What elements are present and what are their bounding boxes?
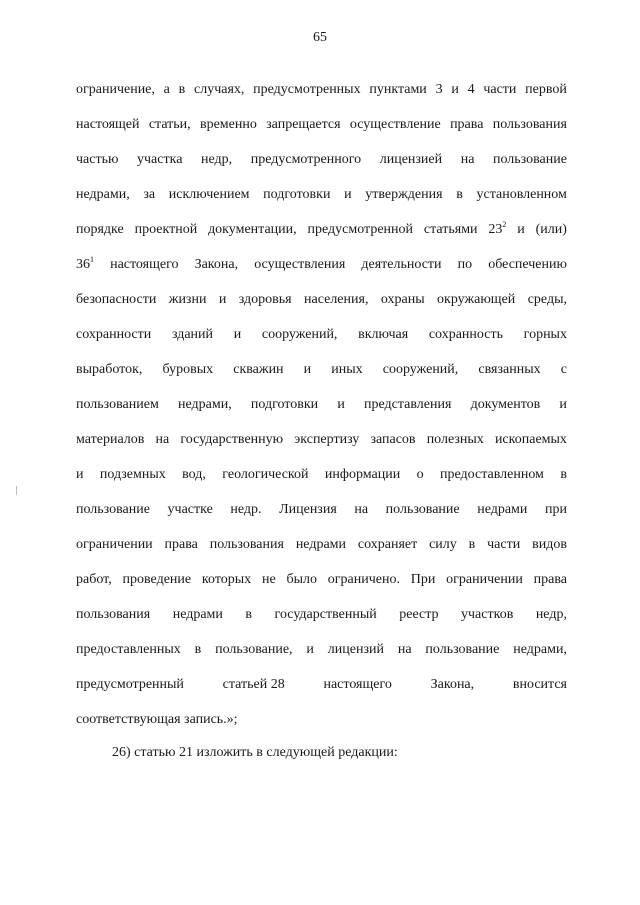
word: (или) — [535, 222, 567, 237]
word: при — [545, 502, 567, 517]
text-line — [76, 150, 567, 170]
word: работ, — [76, 572, 112, 587]
word: недр. — [230, 502, 262, 517]
word: частью — [76, 152, 119, 167]
word: проведение — [122, 572, 192, 587]
word: зданий — [171, 327, 214, 342]
word: недр, — [200, 152, 233, 167]
word: статьями — [423, 222, 478, 237]
word: сохраняет — [357, 537, 418, 552]
text-line — [76, 395, 567, 415]
word: настоящей — [76, 117, 140, 132]
word: здоровья — [238, 292, 292, 307]
word: на — [155, 432, 170, 447]
word: пользования — [492, 117, 567, 132]
word: недрами — [172, 607, 223, 622]
word: ограничении — [76, 537, 153, 552]
word: материалов — [76, 432, 145, 447]
word: не — [261, 572, 276, 587]
text-line — [76, 570, 567, 590]
word: с — [560, 362, 567, 377]
word: исключением — [168, 187, 250, 202]
word: представления — [364, 397, 452, 412]
word: пользование, — [215, 642, 293, 657]
text-line — [76, 640, 567, 660]
word: случаях, — [194, 82, 245, 97]
word: и — [233, 327, 242, 342]
word: установленном — [476, 187, 567, 202]
word: реестр — [399, 607, 439, 622]
word: иных — [331, 362, 363, 377]
word: документов — [470, 397, 541, 412]
word: пользование — [385, 502, 460, 517]
text-line — [76, 465, 567, 485]
word: лицензий — [327, 642, 384, 657]
word: вносится — [512, 677, 567, 692]
word: обеспечению — [488, 257, 567, 272]
word: пунктами — [369, 82, 427, 97]
word: видов — [532, 537, 567, 552]
word: права — [450, 117, 484, 132]
word: информации — [324, 467, 401, 482]
word: по — [457, 257, 473, 272]
word: и — [76, 467, 84, 482]
word: части — [487, 537, 521, 552]
word: пользование — [425, 642, 500, 657]
word: документации, — [208, 222, 297, 237]
text-line — [76, 325, 567, 345]
word: предусмотренный — [76, 677, 184, 692]
superscript: 1 — [90, 255, 94, 264]
word: ограничении — [446, 572, 523, 587]
word: При — [410, 572, 436, 587]
word: настоящего — [323, 677, 392, 692]
word: и — [517, 222, 525, 237]
word: права — [533, 572, 567, 587]
text-line — [76, 675, 567, 695]
word: было — [286, 572, 317, 587]
word: в — [178, 82, 186, 97]
word: связанных — [478, 362, 541, 377]
text-line — [76, 500, 567, 520]
word: Закона, — [194, 257, 239, 272]
word: Закона, — [430, 677, 475, 692]
article-ref: $23^2$ — [488, 220, 507, 237]
word: недр, — [535, 607, 567, 622]
word: пользования — [209, 537, 284, 552]
word: порядке — [76, 222, 124, 237]
text-line — [76, 360, 567, 380]
word: в — [560, 467, 567, 482]
word: населения, — [304, 292, 369, 307]
text-line — [76, 605, 567, 625]
article-ref: $36^1$ — [76, 255, 94, 272]
word: сооружений, — [382, 362, 459, 377]
word: участков — [461, 607, 514, 622]
word: пользование — [76, 502, 150, 517]
word: в — [456, 187, 463, 202]
word: части — [483, 82, 517, 97]
word: и — [306, 642, 314, 657]
margin-mark — [16, 486, 17, 495]
word: силу — [429, 537, 457, 552]
word: выработок, — [76, 362, 143, 377]
word: включая — [358, 327, 409, 342]
superscript: 2 — [502, 220, 507, 229]
word: недрами — [295, 537, 347, 552]
word: деятельности — [361, 257, 442, 272]
word: экспертизу — [294, 432, 360, 447]
text-line — [76, 115, 567, 135]
word: участка — [137, 152, 183, 167]
paragraph-26: 26) статью 21 изложить в следующей редакции: — [112, 745, 398, 760]
word: сохранности — [76, 327, 152, 342]
word: недрами — [477, 502, 528, 517]
word: недрами, — [513, 642, 567, 657]
word: вод, — [182, 467, 206, 482]
word: пользования — [76, 607, 151, 622]
word: жизни — [168, 292, 207, 307]
word: окружающей — [437, 292, 516, 307]
word: охраны — [380, 292, 425, 307]
word: скважин — [233, 362, 284, 377]
word: запрещается — [266, 117, 341, 132]
word: предусмотренной — [307, 222, 414, 237]
text-line — [76, 535, 567, 555]
word: и — [451, 82, 459, 97]
word: предусмотренных — [253, 82, 361, 97]
word: подготовки — [250, 397, 319, 412]
text-line — [76, 220, 567, 240]
word: первой — [525, 82, 567, 97]
word: пользованием — [76, 397, 159, 412]
text-line — [76, 290, 567, 310]
word: горных — [523, 327, 567, 342]
word: 3 — [435, 82, 443, 97]
word: предоставленном — [440, 467, 544, 482]
page-number: 65 — [313, 30, 327, 45]
word: и — [303, 362, 312, 377]
text-line — [76, 255, 567, 275]
word: и — [218, 292, 227, 307]
word: на — [354, 502, 369, 517]
word: в — [468, 537, 476, 552]
word: пользование — [493, 152, 567, 167]
word: ограничение, — [76, 82, 155, 97]
word: которых — [201, 572, 252, 587]
word: на — [397, 642, 412, 657]
text-line — [76, 80, 567, 100]
word: временно — [199, 117, 257, 132]
word: осуществление — [349, 117, 441, 132]
word: сохранность — [428, 327, 503, 342]
word: подготовки — [263, 187, 331, 202]
word: статьи, — [148, 117, 191, 132]
word: а — [163, 82, 170, 97]
word: настоящего — [110, 257, 179, 272]
word: среды, — [527, 292, 567, 307]
word: государственный — [274, 607, 377, 622]
word: в — [194, 642, 202, 657]
word: лицензией — [379, 152, 443, 167]
word: Лицензия — [279, 502, 337, 517]
word: предоставленных — [76, 642, 181, 657]
text-line-last: соответствующая запись.»; — [76, 712, 238, 727]
word: безопасности — [76, 292, 157, 307]
word: буровых — [162, 362, 214, 377]
word: государственную — [180, 432, 284, 447]
word: 4 — [467, 82, 475, 97]
word: на — [460, 152, 475, 167]
word: ископаемых — [494, 432, 567, 447]
word: полезных — [426, 432, 484, 447]
text-line — [76, 430, 567, 450]
word: осуществления — [254, 257, 346, 272]
word: и — [559, 397, 567, 412]
word: за — [143, 187, 156, 202]
word: участке — [167, 502, 213, 517]
word: запасов — [370, 432, 416, 447]
word: и — [337, 397, 345, 412]
word: недрами, — [178, 397, 232, 412]
word: геологической — [222, 467, 309, 482]
word: недрами, — [76, 187, 130, 202]
word: подземных — [99, 467, 166, 482]
word: права — [164, 537, 198, 552]
word: статьей 28 — [222, 677, 285, 692]
word: и — [344, 187, 352, 202]
word: в — [245, 607, 253, 622]
word: проектной — [134, 222, 198, 237]
word: о — [416, 467, 424, 482]
word: ограничено. — [327, 572, 400, 587]
text-line — [76, 185, 567, 205]
word: утверждения — [365, 187, 443, 202]
word: сооружений, — [261, 327, 338, 342]
word: предусмотренного — [250, 152, 362, 167]
